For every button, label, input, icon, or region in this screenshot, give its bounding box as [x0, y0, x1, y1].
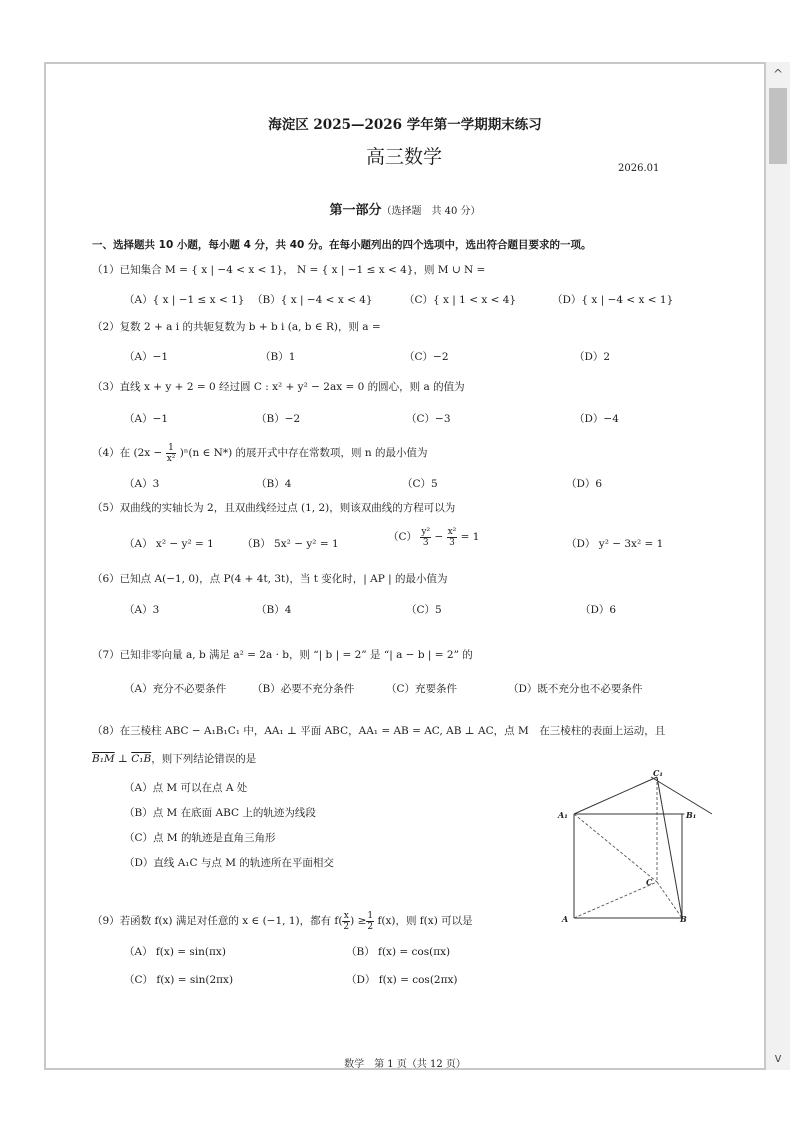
q8-option-a: （A）点 M 可以在点 A 处: [124, 782, 248, 794]
q7-option-c: （C）充要条件: [386, 683, 458, 695]
q1-option-c: （C）{ x | 1 < x < 4}: [404, 294, 517, 306]
q5-frac-1: [420, 527, 431, 548]
label-a1: A₁: [558, 810, 568, 820]
question-2-stem: （2）复数 2 + a i 的共轭复数为 b + b i (a, b ∈ R)，则 a =: [92, 321, 381, 333]
q3-option-b: （B）−2: [256, 413, 301, 425]
q5-minus: −: [434, 531, 444, 543]
q9-option-b: （B） f(x) = cos(πx): [346, 946, 451, 958]
subject-title: 高三数学: [366, 146, 443, 168]
q8-option-c: （C）点 M 的轨迹是直角三角形: [124, 832, 276, 844]
q5-option-a: （A） x² − y² = 1: [124, 538, 214, 550]
exam-page: [46, 64, 764, 1068]
q6-option-b: （B）4: [256, 604, 292, 616]
q9-frac1-den: 2: [343, 921, 350, 932]
q8-option-d: （D）直线 A₁C 与点 M 的轨迹所在平面相交: [124, 857, 334, 869]
q4-frac-den: x²: [166, 453, 176, 464]
q4-frac-num: 1: [166, 443, 177, 454]
q5-frac2-den: 3: [449, 537, 455, 548]
q3-option-c: （C）−3: [406, 413, 451, 425]
exam-date: 2026.01: [618, 163, 660, 174]
q6-option-a: （A）3: [124, 604, 160, 616]
q2-option-c: （C）−2: [404, 351, 449, 363]
q8-stem-post: ，则下列结论错误的是: [151, 753, 257, 765]
scrollbar-thumb[interactable]: [769, 88, 787, 164]
question-8-stem-line2: [92, 752, 256, 766]
q9-stem-post: f(x)，则 f(x) 可以是: [374, 915, 473, 927]
q1-option-a: （A）{ x | −1 ≤ x < 1}: [124, 294, 245, 306]
q5-frac-2: [447, 527, 458, 548]
q4-stem-pre: （4）在 (2x −: [92, 447, 163, 459]
label-c: C: [646, 877, 653, 887]
q9-stem-mid: ) ≥: [350, 915, 367, 927]
q8-option-b: （B）点 M 在底面 ABC 上的轨迹为线段: [124, 807, 316, 819]
q7-option-d: （D）既不充分也不必要条件: [508, 683, 643, 695]
q5-option-c: [388, 526, 479, 548]
prism-figure: [556, 768, 697, 928]
page-footer: 数学 第 1 页（共 12 页）: [344, 1059, 466, 1070]
vector-b1m: B₁M: [92, 753, 115, 765]
question-5-stem: （5）双曲线的实轴长为 2，且双曲线经过点 (1, 2)，则该双曲线的方程可以为: [92, 502, 456, 514]
q9-fraction-1: [342, 911, 350, 932]
q2-option-b: （B）1: [260, 351, 296, 363]
q5-frac1-den: 3: [422, 537, 429, 548]
section-instructions: 一、选择题共 10 小题，每小题 4 分，共 40 分。在每小题列出的四个选项中，选出符合题目要求的一项。: [92, 239, 592, 251]
document-viewer[interactable]: [44, 62, 766, 1070]
q5-option-c-tail: = 1: [460, 531, 480, 543]
q4-fraction: [166, 443, 177, 464]
scroll-down-arrow-icon[interactable]: v: [774, 1051, 782, 1065]
q5-option-b: （B） 5x² − y² = 1: [242, 538, 339, 550]
q4-stem-post: )ⁿ(n ∈ N*) 的展开式中存在常数项，则 n 的最小值为: [179, 447, 428, 459]
q9-frac2-den: 2: [367, 921, 374, 932]
question-3-stem: （3）直线 x + y + 2 = 0 经过圆 C : x² + y² − 2ax = 0 的圆心，则 a 的值为: [92, 381, 465, 393]
scroll-up-arrow-icon[interactable]: ^: [772, 67, 784, 81]
q9-fraction-2: [366, 911, 374, 932]
diag-c1b: [657, 777, 682, 918]
q4-option-b: （B）4: [256, 478, 292, 490]
q5-frac1-num: y²: [421, 526, 431, 537]
q9-frac2-num: 1: [367, 910, 374, 921]
exam-title: 海淀区 2025—2026 学年第一学期期末练习: [268, 117, 542, 133]
question-9-stem: [92, 910, 473, 932]
question-7-stem: （7）已知非零向量 a, b 满足 a² = 2a · b，则 “| b | = 2” 是 “| a − b | = 2” 的: [92, 649, 473, 661]
label-a: A: [562, 914, 569, 924]
q8-perp: ⊥: [114, 753, 132, 765]
q5-option-c-label: （C）: [388, 531, 418, 543]
edge-ac: [574, 882, 657, 918]
q7-option-a: （A）充分不必要条件: [124, 683, 227, 695]
edge-a1c1: [574, 777, 657, 814]
q5-frac2-num: x²: [447, 526, 457, 537]
q9-option-d: （D） f(x) = cos(2πx): [346, 974, 458, 986]
q4-option-c: （C）5: [402, 478, 438, 490]
q9-option-a: （A） f(x) = sin(πx): [124, 946, 226, 958]
question-6-stem: （6）已知点 A(−1, 0)，点 P(4 + 4t, 3t)，当 t 变化时，| AP | 的最小值为: [92, 573, 448, 585]
q1-option-b: （B）{ x | −4 < x < 4}: [252, 294, 373, 306]
question-8-stem: （8）在三棱柱 ABC − A₁B₁C₁ 中，AA₁ ⊥ 平面 ABC，AA₁ = AB = AC, AB ⊥ AC，点 M 在三棱柱的表面上运动，且: [92, 725, 666, 737]
q2-option-d: （D）2: [574, 351, 611, 363]
q4-option-d: （D）6: [566, 478, 603, 490]
q3-option-a: （A）−1: [124, 413, 169, 425]
diag-a1c: [574, 814, 657, 882]
part-note: （选择题 共 40 分）: [381, 206, 481, 217]
q6-option-d: （D）6: [580, 604, 617, 616]
question-4-stem: [92, 442, 428, 464]
vector-c1b: C₁B: [131, 753, 152, 765]
label-b1: B₁: [686, 810, 697, 820]
q9-option-c: （C） f(x) = sin(2πx): [124, 974, 234, 986]
label-b: B: [680, 914, 687, 924]
vertical-scrollbar[interactable]: [766, 62, 790, 1070]
label-c1: C₁: [653, 768, 663, 778]
part-name: 第一部分: [329, 203, 382, 218]
q7-option-b: （B）必要不充分条件: [252, 683, 355, 695]
q9-stem-pre: （9）若函数 f(x) 满足对任意的 x ∈ (−1, 1)，都有 f(: [92, 915, 343, 927]
q9-frac1-num: x: [343, 910, 349, 921]
q1-option-d: （D）{ x | −4 < x < 1}: [552, 294, 674, 306]
q4-option-a: （A）3: [124, 478, 160, 490]
part-heading: [46, 204, 764, 219]
edge-cb: [657, 882, 682, 918]
q5-option-d: （D） y² − 3x² = 1: [566, 538, 664, 550]
q2-option-a: （A）−1: [124, 351, 169, 363]
question-1-stem: （1）已知集合 M = { x | −4 < x < 1}， N = { x | −1 ≤ x < 4}，则 M ∪ N =: [92, 264, 486, 276]
q6-option-c: （C）5: [406, 604, 442, 616]
q3-option-d: （D）−4: [574, 413, 619, 425]
